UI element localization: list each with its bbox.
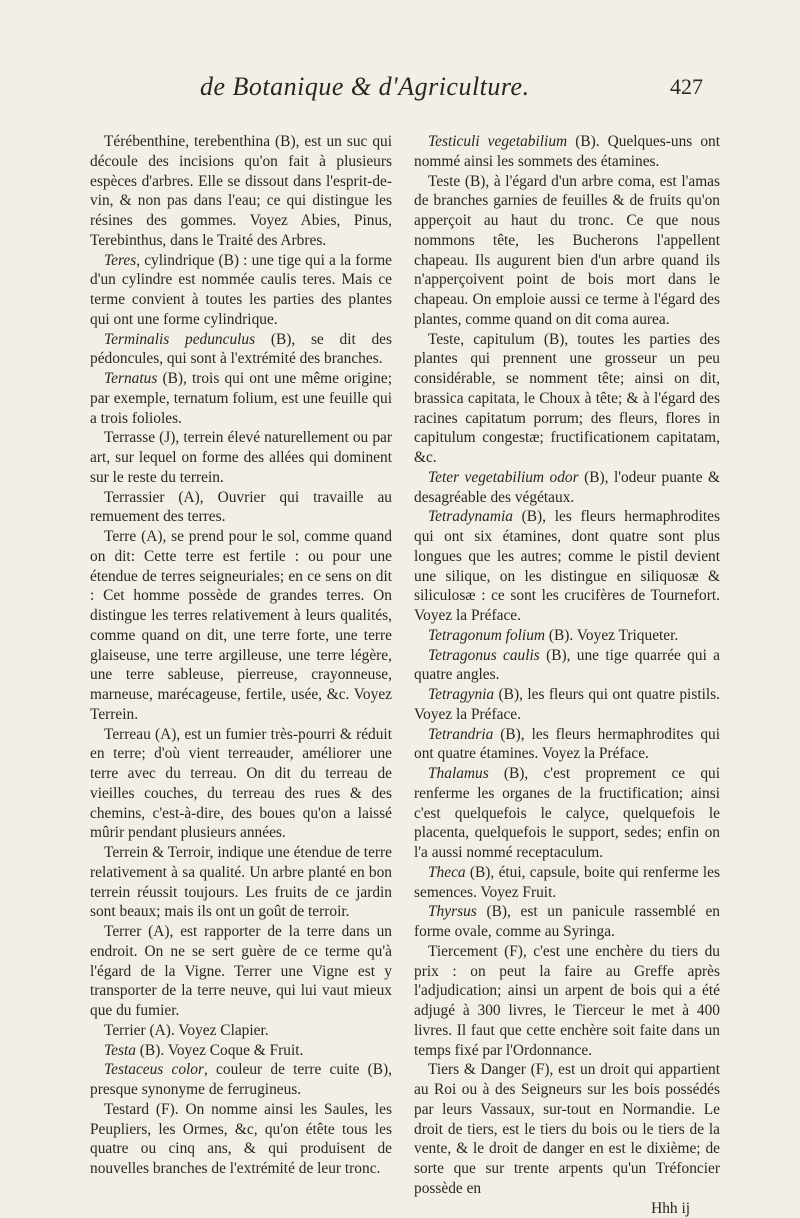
entry (90, 251, 392, 330)
entry-text: (B). Quelques-uns ont nommé ainsi les sommets des étamines. (414, 133, 720, 170)
entry (414, 626, 720, 646)
entry-text: , capitulum (B), toutes les parties des plantes qui prennent une grosseur un peu considérable, se nomment tête; ainsi on dit, brassica capitata, le Choux à tête; & à l'égard des racines capitatum porrum; des fleurs, flores in capitulum congestæ; fructificationem capitatam, &c. (414, 331, 720, 467)
entry-text: (B), les fleurs qui ont quatre pistils. Voyez la Préface. (414, 686, 720, 723)
entry (414, 725, 720, 765)
entry (90, 1060, 392, 1100)
entry-head: Testa (104, 1042, 136, 1059)
entry-text: (B), à l'égard d'un arbre coma, est l'amas de branches garnies de feuilles & de fruits qu'on apperçoit au haut du tronc. Ce que nous nommons tête, les Bucherons l'appellent chapeau. Ils augurent bien d'un arbre quand ils n'apperçoivent point de bois mort dans le chapeau. On emploie aussi ce terme à l'égard des plantes, comme quand on dit coma aurea. (414, 173, 720, 328)
entry (414, 646, 720, 686)
signature-mark: Hhh ij (414, 1199, 720, 1218)
entry (414, 507, 720, 626)
entry-text: , couleur de terre cuite (B), presque synonyme de ferrugineus. (90, 1061, 392, 1098)
entry-head: Terrer (104, 923, 141, 940)
entry (90, 1041, 392, 1061)
entry (90, 527, 392, 725)
entry-text: (B), les fleurs hermaphrodites qui ont six étamines, dont quatre sont plus longues que les autres; comme le pistil devient une silique, on les distingue en siliquosæ & siliculosæ : ce sont les crucifères de Tournefort. Voyez la Préface. (414, 508, 720, 624)
entry-head: Terrier (104, 1022, 146, 1039)
entry-text: (B), l'odeur puante & desagréable des végétaux. (414, 469, 720, 506)
entry (414, 1060, 720, 1198)
entry-head: Tetragonus caulis (428, 647, 540, 664)
entry-text: , cylindrique (B) : une tige qui a la forme d'un cylindre est nommée caulis teres. Mais ce terme convient à toutes les parties des plantes qui ont une forme cylindrique. (90, 252, 392, 328)
page-header (0, 72, 800, 112)
entry-text: (F). On nomme ainsi les Saules, les Peupliers, les Ormes, &c, qu'on étête tous les quatre ou cinq ans, & qui produisent de nouvelles branches de l'extrémité de leur tronc. (90, 1101, 392, 1177)
entry (90, 843, 392, 922)
entry-head: Theca (428, 864, 466, 881)
entry (414, 132, 720, 172)
entry-head: Teste (428, 331, 460, 348)
entry-head: Terreau (104, 726, 151, 743)
entry-text: (B). Voyez Triqueter. (545, 627, 678, 644)
entry-text: (A), se prend pour le sol, comme quand on dit: Cette terre est fertile : ou pour une étendue de terres seigneuriales; en ce sens on dit : Cet homme possède de grandes terres. On distingue les terres relativement à leurs qualités, comme quand on dit, une terre forte, une terre glaiseuse, une terre argilleuse, une terre légère, une terre sableuse, pierreuse, crayonneuse, marneuse, marécageuse, fertile, usée, &c. Voyez Terrein. (90, 528, 392, 723)
entry (90, 488, 392, 528)
entry-head: Térébenthine (104, 133, 185, 150)
entry-text: (B), se dit des pédoncules, qui sont à l'extrémité des branches. (90, 331, 392, 368)
entry (414, 764, 720, 863)
entry (414, 172, 720, 330)
entry-head: Teter vegetabilium odor (428, 469, 579, 486)
running-title: de Botanique & d'Agriculture. (200, 72, 530, 102)
entry-text: (B), c'est proprement ce qui renferme les organes de la fructification; ainsi c'est quelquefois le calyce, quelquefois le placenta, quelquefois le support, sedes; enfin on l'a aussi nommé receptaculum. (414, 765, 720, 861)
page-number: 427 (670, 74, 703, 100)
entry-text: (A), est rapporter de la terre dans un endroit. On ne se sert guère de ce terme qu'à l'égard de la Vigne. Terrer une Vigne est y transporter de la terre neuve, qui lui vaut mieux que du fumier. (90, 923, 392, 1019)
right-column (414, 132, 720, 1218)
left-column (90, 132, 392, 1179)
entry (414, 685, 720, 725)
entry-text: (F), est un droit qui appartient au Roi ou à des Seigneurs sur les bois possédés par leurs Vassaux, sur-tout en Normandie. Le droit de tiers, est le tiers du bois ou le tiers de la vente, & le droit de danger en est le dixième; de sorte que sur trente arpents qu'un Tréfoncier possède en (414, 1061, 720, 1197)
entry (414, 863, 720, 903)
entry-text: (A). Voyez Clapier. (146, 1022, 269, 1039)
entry-head: Tetragonum folium (428, 627, 545, 644)
entry-text: (F), c'est une enchère du tiers du prix : on peut la faire au Greffe après l'adjudication; ainsi un arpent de bois qui a été adjugé à 300 livres, le Tierceur le met à 400 livres. Il faut que cette enchère soit faite dans un temps fixé par l'Ordonnance. (414, 943, 720, 1059)
entry-text: (A), est un fumier très-pourri & réduit en terre; d'où vient terreauder, améliorer une terre avec du terreau. On dit du terreau de vieilles couches, du terreau des rues & des chemins, c'est-à-dire, des boues qu'on a laissé mûrir pendant plusieurs années. (90, 726, 392, 842)
entry-head: Terrein & Terroir (104, 844, 210, 861)
entry-text: (B), est un panicule rassemblé en forme ovale, comme au Syringa. (414, 903, 720, 940)
entry (90, 922, 392, 1021)
entry (90, 369, 392, 428)
entry (90, 428, 392, 487)
entry-text: (B). Voyez Coque & Fruit. (136, 1042, 303, 1059)
entry-text: , indique une étendue de terre relativement à sa qualité. Un arbre planté en bon terrein réussit toujours. Les fruits de ce jardin sont beaux; mais ils ont un goût de terroir. (90, 844, 392, 920)
entry-head: Terre (104, 528, 136, 545)
entry-head: Tiers & Danger (428, 1061, 526, 1078)
entry-head: Testard (104, 1101, 149, 1118)
entry (90, 1100, 392, 1179)
entry (90, 725, 392, 844)
entry-head: Teres (104, 252, 136, 269)
entry-text: (B), étui, capsule, boite qui renferme les semences. Voyez Fruit. (414, 864, 720, 901)
entry (414, 902, 720, 942)
entry-text: , terebenthina (B), est un suc qui découle des incisions qu'on fait à plusieurs espèces d'arbres. Elle se dissout dans l'esprit-de-vin, & non pas dans l'eau; ce qui distingue les résines des gommes. Voyez Abies, Pinus, Terebinthus, dans le Traité des Arbres. (90, 133, 392, 249)
entry (414, 468, 720, 508)
entry-text: (B), une tige quarrée qui a quatre angles. (414, 647, 720, 684)
entry-head: Tetradynamia (428, 508, 513, 525)
entry-head: Tetrandria (428, 726, 493, 743)
entry-head: Terminalis pedunculus (104, 331, 255, 348)
entry-head: Tiercement (428, 943, 498, 960)
entry-head: Testiculi vegetabilium (428, 133, 567, 150)
entry-head: Terrasse (104, 429, 155, 446)
entry-head: Testaceus color (104, 1061, 204, 1078)
entry (414, 330, 720, 468)
entry (90, 330, 392, 370)
entry (414, 942, 720, 1061)
entry-text: (J), terrein élevé naturellement ou par art, sur lequel on forme des allées qui dominent sur le reste du terrein. (90, 429, 392, 486)
entry-text: (B), les fleurs hermaphrodites qui ont quatre étamines. Voyez la Préface. (414, 726, 720, 763)
entry-text: (A), Ouvrier qui travaille au remuement des terres. (90, 489, 392, 526)
entry-head: Ternatus (104, 370, 157, 387)
entry-head: Thalamus (428, 765, 489, 782)
entry (90, 132, 392, 251)
entry-head: Tetragynia (428, 686, 494, 703)
entry (90, 1021, 392, 1041)
entry-head: Teste (428, 173, 460, 190)
entry-text: (B), trois qui ont une même origine; par exemple, ternatum folium, est une feuille qui a trois folioles. (90, 370, 392, 427)
entry-head: Terrassier (104, 489, 164, 506)
entry-head: Thyrsus (428, 903, 477, 920)
